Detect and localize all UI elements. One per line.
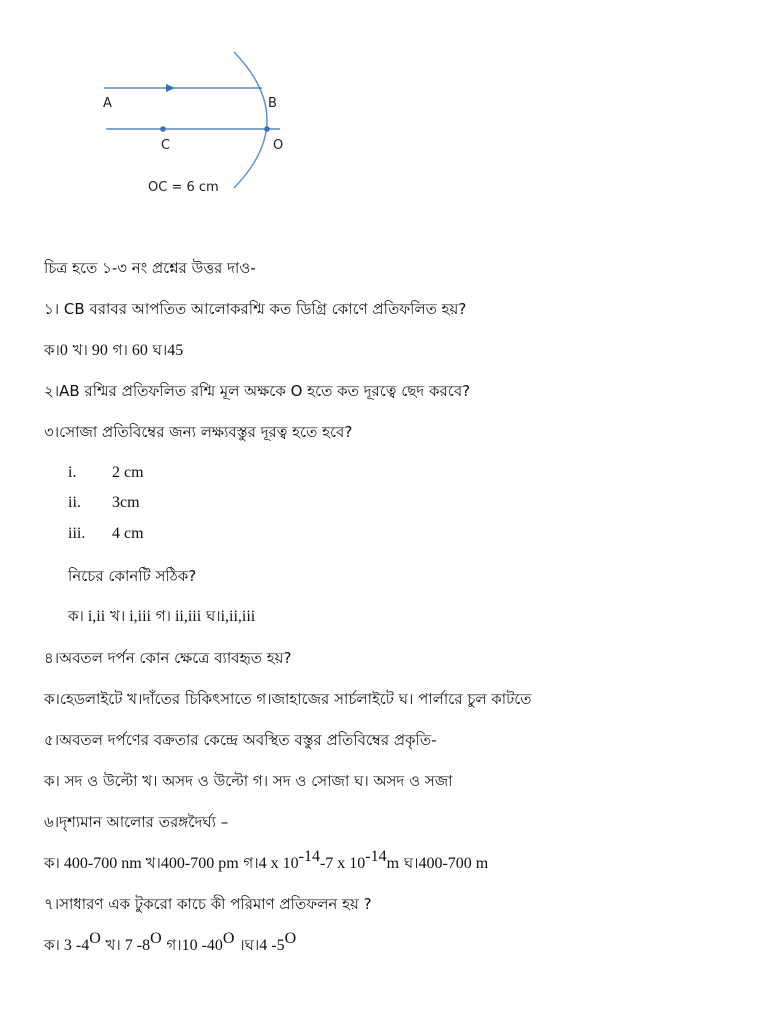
degree-mark: O — [284, 930, 297, 947]
q3-options: ক। i,ii খ। i,iii গ। ii,iii ঘ।i,ii,iii — [68, 607, 256, 625]
label-o: O — [273, 138, 284, 153]
question-1 — [44, 299, 466, 319]
degree-mark: O — [222, 930, 235, 947]
ray-diagram — [0, 0, 768, 210]
question-7: ৭।সাধারণ এক টুকরো কাচে কী পরিমাণ প্রতিফলন হয় ? — [44, 895, 372, 913]
q4-options: ক।হেডলাইটে খ।দাঁতের চিকিৎসাতে গ।জাহাজের সার্চলাইটে ঘ। পার্লারে চুল কাটতে — [44, 690, 532, 708]
point-o — [264, 126, 270, 132]
question-6: ৬।দৃশ্যমান আলোর তরঙ্গদৈর্ঘ্য – — [44, 813, 229, 831]
concave-mirror — [234, 52, 267, 188]
label-a: A — [103, 96, 112, 111]
q7-options: ক। 3 $-4^O$ খ। 7 $-8^O$ গ।10 $-40^O$ ।ঘ।4 $-5^O$ — [44, 930, 297, 954]
intro-instruction: চিত্র হতে ১-৩ নং প্রশ্নের উত্তর দাও- — [44, 259, 256, 277]
question-4: ৪।অবতল দর্পন কোন ক্ষেত্রে ব্যাবহৃত হয়? — [44, 649, 292, 667]
q1-options: ক।0 খ। 90 গ। 60 ঘ।45 — [44, 341, 184, 359]
q1-number: ১। — [44, 300, 60, 318]
label-c: C — [161, 138, 171, 153]
q6-options: ক। 400-700 nm খ।400-700 pm গ।4 x $10^{-14}-7$ x $10^{-14}m$ ঘ।400-700 m — [44, 848, 489, 872]
question-3: ৩।সোজা প্রতিবিম্বের জন্য লক্ষ্যবস্তুর দূরত্ব হতে হবে? — [44, 423, 353, 441]
q1-text: বরাবর আপতিত আলোকরশ্মি কত ডিগ্রি কোণে প্রতিফলিত হয়? — [84, 300, 467, 318]
point-c — [160, 126, 166, 132]
question-2: ২।AB রশ্মির প্রতিফলিত রশ্মি মূল অক্ষকে O হতে কত দূরত্বে ছেদ করবে? — [44, 382, 471, 400]
ray-arrow-icon — [166, 84, 175, 92]
q1-cb: CB — [63, 300, 85, 318]
diagram-caption: OC = 6 cm — [148, 180, 219, 195]
question-5: ৫।অবতল দর্পণের বক্রতার কেন্দ্রে অবস্থিত বস্তুর প্রতিবিম্বের প্রকৃতি- — [44, 731, 437, 749]
degree-mark: O — [89, 930, 101, 947]
degree-mark: O — [150, 930, 162, 947]
label-b: B — [268, 96, 277, 111]
q5-options: ক। সদ ও উল্টো খ। অসদ ও উল্টো গ। সদ ও সোজা ঘ। অসদ ও সজা — [44, 772, 453, 790]
q3-which-correct: নিচের কোনটি সঠিক? — [68, 567, 197, 585]
